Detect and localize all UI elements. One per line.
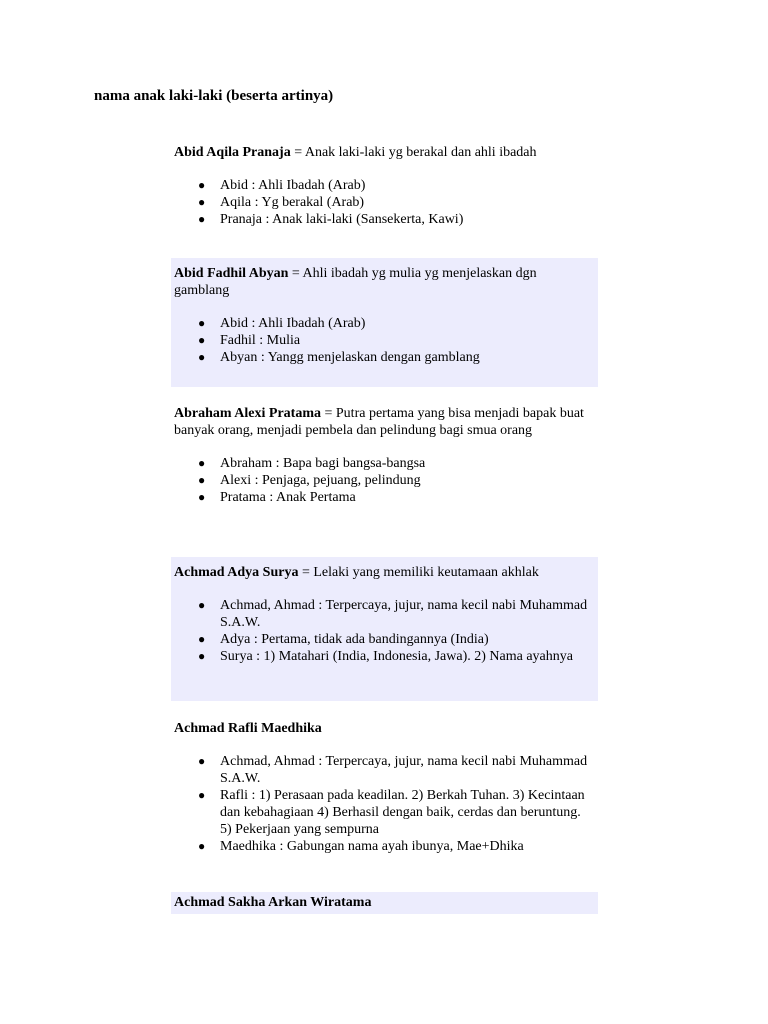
- name-entry: [171, 258, 598, 387]
- list-item-text: Fadhil : Mulia: [220, 333, 301, 348]
- list-item: [198, 648, 594, 665]
- entry-separator: =: [298, 565, 314, 580]
- entry-separator: =: [320, 406, 336, 421]
- bullet-icon: ●: [198, 316, 206, 330]
- list-item-text: Surya : 1) Matahari (India, Indonesia, Jawa). 2) Nama ayahnya: [220, 649, 573, 664]
- list-item: [198, 597, 594, 631]
- name-entry: [171, 398, 598, 506]
- bullet-icon: ●: [198, 490, 206, 504]
- list-item-text: Abid : Ahli Ibadah (Arab): [220, 178, 366, 193]
- list-item: [198, 631, 594, 648]
- bullet-icon: ●: [198, 839, 206, 853]
- list-item-text: Pratama : Anak Pertama: [220, 490, 356, 505]
- entry-name: Abid Aqila Pranaja: [174, 145, 291, 160]
- list-item: [198, 315, 594, 332]
- list-item: [198, 489, 594, 506]
- list-item-text: Alexi : Penjaga, pejuang, pelindung: [220, 473, 421, 488]
- bullet-icon: ●: [198, 456, 206, 470]
- list-item: [198, 177, 594, 194]
- list-item-text: Abraham : Bapa bagi bangsa-bangsa: [220, 456, 426, 471]
- list-item: [198, 472, 594, 489]
- entry-meaning: Lelaki yang memiliki keutamaan akhlak: [313, 565, 539, 580]
- list-item: [198, 787, 594, 838]
- list-item: [198, 211, 594, 228]
- entry-name: Achmad Adya Surya: [174, 565, 299, 580]
- entry-heading: [174, 265, 594, 299]
- list-item-text: Aqila : Yg berakal (Arab): [220, 195, 365, 210]
- entry-name: Abid Fadhil Abyan: [174, 266, 289, 281]
- bullet-icon: ●: [198, 212, 206, 226]
- entry-meaning: Putra pertama yang bisa menjadi bapak buat banyak orang, menjadi pembela dan pelindung bagi smua orang: [174, 406, 584, 438]
- entry-name: Achmad Sakha Arkan Wiratama: [174, 895, 372, 910]
- list-item: [198, 194, 594, 211]
- bullet-icon: ●: [198, 178, 206, 192]
- list-item-text: Abyan : Yangg menjelaskan dengan gamblang: [220, 350, 480, 365]
- name-entry: [171, 713, 598, 855]
- entry-meaning: Anak laki-laki yg berakal dan ahli ibadah: [304, 145, 537, 160]
- list-item: [198, 349, 594, 366]
- list-item-text: Abid : Ahli Ibadah (Arab): [220, 316, 366, 331]
- list-item-text: Rafli : 1) Perasaan pada keadilan. 2) Berkah Tuhan. 3) Kecintaan dan kebahagiaan 4) Berhasil dengan baik, cerdas dan beruntung. 5) Pekerjaan yang sempurna: [220, 788, 585, 837]
- bullet-icon: ●: [198, 473, 206, 487]
- entry-breakdown-list: [174, 455, 594, 506]
- bullet-icon: ●: [198, 350, 206, 364]
- list-item-text: Adya : Pertama, tidak ada bandingannya (India): [220, 632, 489, 647]
- list-item-text: Achmad, Ahmad : Terpercaya, jujur, nama kecil nabi Muhammad S.A.W.: [220, 598, 588, 630]
- list-item: [198, 332, 594, 349]
- entry-breakdown-list: [174, 597, 594, 665]
- bullet-icon: ●: [198, 788, 206, 802]
- entry-heading: [174, 564, 594, 581]
- entry-name: Abraham Alexi Pratama: [174, 406, 321, 421]
- page-title: nama anak laki-laki (beserta artinya): [94, 88, 334, 104]
- bullet-icon: ●: [198, 598, 206, 612]
- entry-breakdown-list: [174, 753, 594, 855]
- list-item-text: Pranaja : Anak laki-laki (Sansekerta, Kawi): [220, 212, 464, 227]
- entry-breakdown-list: [174, 315, 594, 366]
- bullet-icon: ●: [198, 754, 206, 768]
- bullet-icon: ●: [198, 195, 206, 209]
- entry-heading: [174, 720, 594, 737]
- entry-heading: [174, 144, 594, 161]
- name-entry: [171, 557, 598, 701]
- entry-name: Achmad Rafli Maedhika: [174, 721, 322, 736]
- bullet-icon: ●: [198, 333, 206, 347]
- entry-heading: [174, 405, 594, 439]
- list-item-text: Maedhika : Gabungan nama ayah ibunya, Mae+Dhika: [220, 839, 524, 854]
- list-item: [198, 455, 594, 472]
- name-entry: [171, 892, 598, 914]
- list-item: [198, 838, 594, 855]
- list-item-text: Achmad, Ahmad : Terpercaya, jujur, nama kecil nabi Muhammad S.A.W.: [220, 754, 588, 786]
- entry-meaning: Ahli ibadah yg mulia yg menjelaskan dgn gamblang: [174, 266, 537, 298]
- name-entry: [171, 137, 598, 228]
- bullet-icon: ●: [198, 649, 206, 663]
- bullet-icon: ●: [198, 632, 206, 646]
- entry-breakdown-list: [174, 177, 594, 228]
- list-item: [198, 753, 594, 787]
- entry-heading: [174, 894, 594, 911]
- entry-separator: =: [288, 266, 303, 281]
- entry-separator: =: [290, 145, 305, 160]
